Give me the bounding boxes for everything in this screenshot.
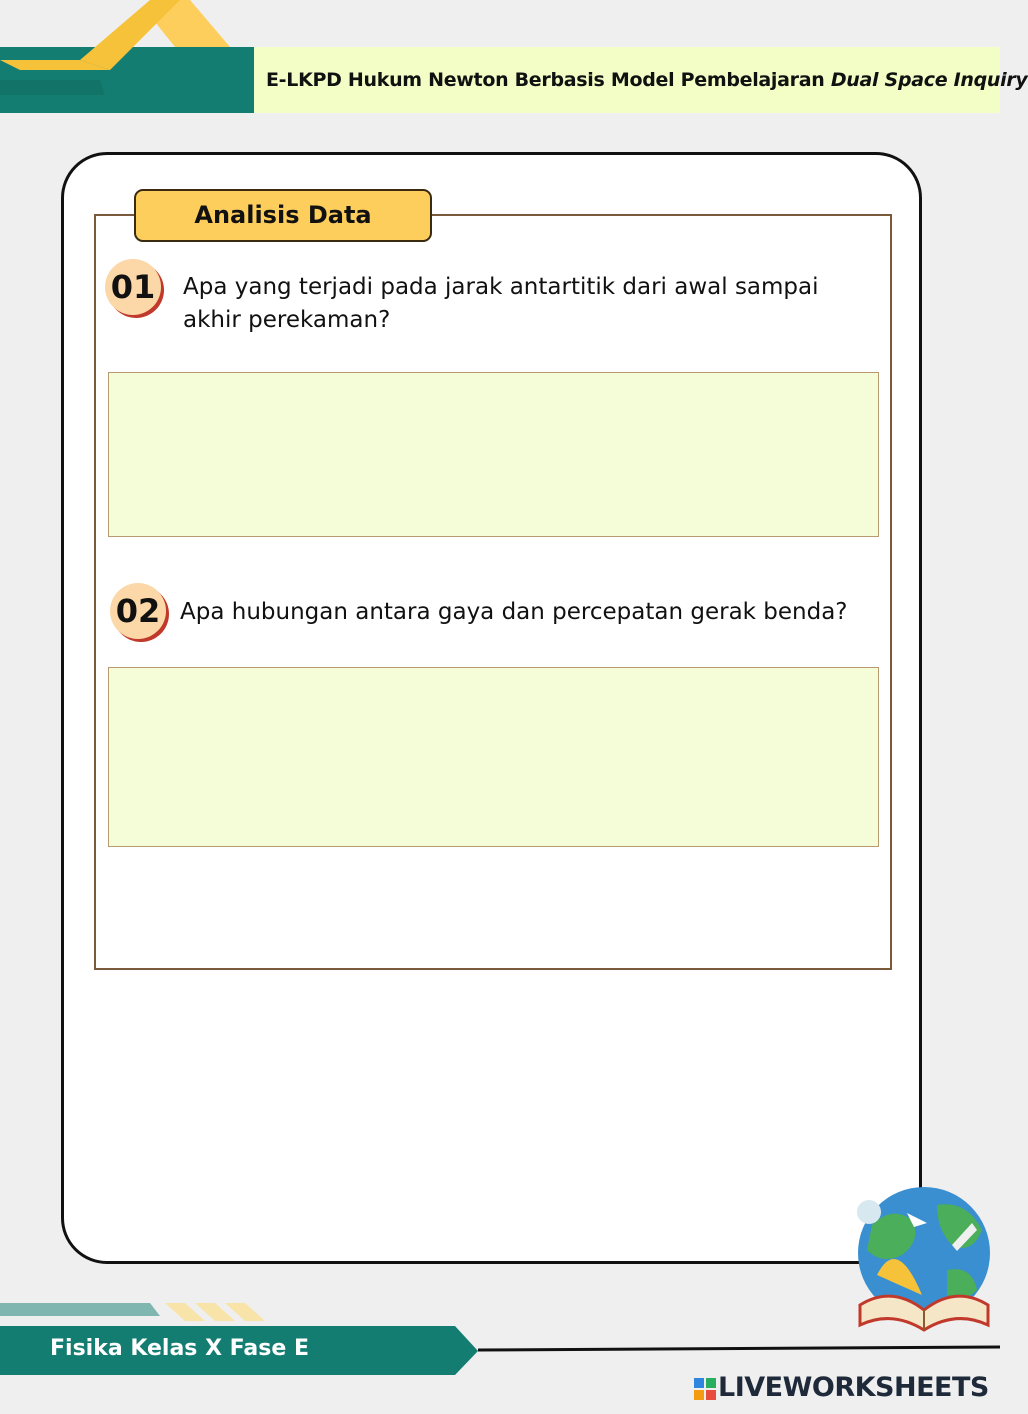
header-decoration: [0, 0, 260, 115]
liveworksheets-logo: [694, 1372, 989, 1403]
section-title: Analisis Data: [134, 189, 432, 242]
question-text: Apa hubungan antara gaya dan percepatan gerak benda?: [180, 599, 848, 625]
question-text: Apa yang terjadi pada jarak antartitik dari awal sampai akhir perekaman?: [183, 274, 819, 333]
question-number-badge: 02: [110, 583, 166, 639]
answer-input-2[interactable]: [108, 667, 879, 847]
question-number-badge: 01: [105, 259, 161, 315]
document-title: E-LKPD Hukum Newton Berbasis Model Pembelajaran Dual Space Inquiry: [266, 69, 1028, 91]
answer-input-1[interactable]: [108, 372, 879, 537]
brand-text: LIVEWORKSHEETS: [718, 1372, 989, 1403]
footer-label: Fisika Kelas X Fase E: [50, 1336, 309, 1361]
liveworksheets-icon: [694, 1378, 716, 1400]
